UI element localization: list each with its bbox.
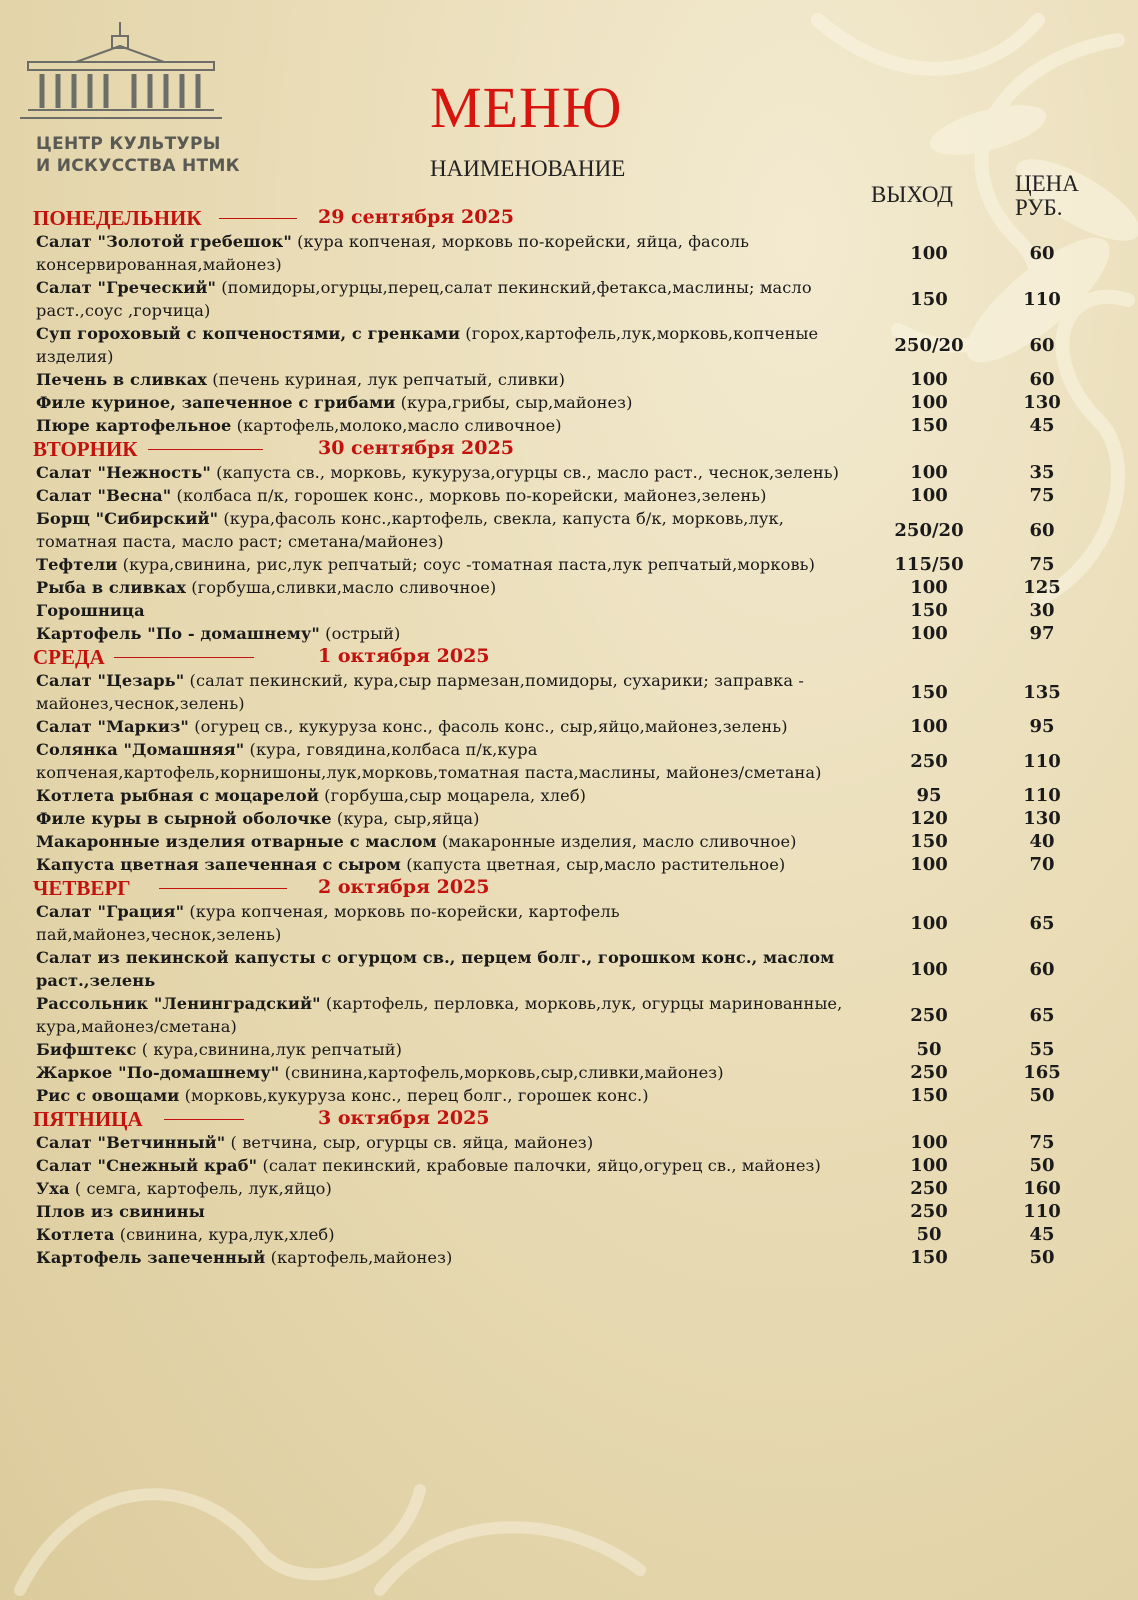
item-description — [36, 276, 866, 322]
item-ingredients: (кура,грибы, сыр,майонез) — [395, 393, 633, 412]
item-price: 97 — [1029, 623, 1055, 644]
column-header-output: ВЫХОД — [871, 182, 953, 207]
item-output: 100 — [910, 958, 948, 980]
item-description — [36, 461, 866, 484]
item-output: 150 — [910, 415, 948, 436]
item-ingredients: (салат пекинский, кура,сыр пармезан,помидоры, сухарики; заправка - майонез,чеснок,зелень) — [36, 671, 804, 713]
item-name: Котлета — [36, 1225, 115, 1244]
item-description — [36, 1131, 866, 1154]
item-ingredients: (горбуша,сливки,масло сливочное) — [185, 578, 497, 597]
item-name: Салат "Нежность" — [36, 463, 211, 482]
item-price: 160 — [1023, 1178, 1061, 1199]
item-price: 30 — [1029, 600, 1055, 621]
item-output: 100 — [910, 623, 948, 644]
item-output: 250 — [910, 1178, 948, 1199]
item-output: 120 — [910, 808, 948, 829]
day-divider — [164, 1119, 244, 1120]
item-name: Салат из пекинской капусты с огурцом св., перцем болг., горошком конс., маслом раст.,зелень — [36, 948, 835, 990]
item-name: Салат "Грация" — [36, 902, 185, 921]
item-name: Суп гороховый с копченостями, с гренками — [36, 324, 461, 343]
item-description — [36, 1154, 866, 1177]
item-description — [36, 738, 866, 784]
item-price: 60 — [1029, 519, 1055, 541]
menu-item — [36, 368, 1126, 391]
day-name: ПОНЕДЕЛЬНИК — [33, 206, 202, 230]
item-output: 150 — [910, 681, 948, 703]
item-name: Картофель "По - домашнему" — [36, 624, 320, 643]
item-price: 75 — [1029, 554, 1055, 575]
item-price: 135 — [1023, 681, 1061, 703]
day-date: 3 октября 2025 — [318, 1107, 490, 1129]
item-ingredients: (салат пекинский, крабовые палочки, яйцо,огурец св., майонез) — [257, 1156, 821, 1175]
menu-item — [36, 1084, 1126, 1107]
menu-item — [36, 1154, 1126, 1177]
item-output: 100 — [910, 462, 948, 483]
item-output: 100 — [910, 1132, 948, 1153]
item-price: 130 — [1023, 808, 1061, 829]
item-price: 50 — [1029, 1085, 1055, 1106]
item-price: 60 — [1029, 958, 1055, 980]
item-price: 75 — [1029, 485, 1055, 506]
day-header — [33, 1107, 1126, 1131]
page-title: МЕНЮ — [430, 75, 623, 140]
item-description — [36, 1223, 866, 1246]
item-description — [36, 784, 866, 807]
item-ingredients: (горох,картофель,лук,морковь,копченые изделия) — [36, 324, 819, 366]
item-description — [36, 414, 866, 437]
item-output: 95 — [916, 785, 942, 806]
item-output: 100 — [910, 716, 948, 737]
item-price: 35 — [1029, 462, 1055, 483]
menu-item — [36, 322, 1126, 368]
item-output: 50 — [916, 1224, 942, 1245]
menu-item — [36, 784, 1126, 807]
item-name: Салат "Золотой гребешок" — [36, 232, 292, 251]
item-price: 60 — [1029, 242, 1055, 264]
item-price: 45 — [1029, 1224, 1055, 1245]
item-description — [36, 1246, 866, 1269]
item-description — [36, 553, 866, 576]
menu-item — [36, 414, 1126, 437]
item-ingredients: (кура копченая, морковь по-корейски, картофель пай,майонез,чеснок,зелень) — [36, 902, 620, 944]
item-name: Бифштекс — [36, 1040, 137, 1059]
floral-ornament-bottom — [0, 1270, 700, 1600]
day-divider — [159, 888, 287, 889]
logo-line-2: И ИСКУССТВА НТМК — [36, 156, 240, 176]
menu-item — [36, 946, 1126, 992]
item-output: 150 — [910, 1085, 948, 1106]
item-price: 125 — [1023, 577, 1061, 598]
item-output: 250 — [910, 1004, 948, 1026]
item-price: 110 — [1023, 785, 1061, 806]
menu-item — [36, 576, 1126, 599]
column-header-price-line2: РУБ. — [1015, 195, 1063, 220]
item-name: Пюре картофельное — [36, 416, 232, 435]
item-output: 100 — [910, 854, 948, 875]
item-output: 250 — [910, 1201, 948, 1222]
item-ingredients: (огурец св., кукуруза конс., фасоль конс., сыр,яйцо,майонез,зелень) — [188, 717, 788, 736]
menu-item — [36, 1038, 1126, 1061]
item-ingredients: (кура, говядина,колбаса п/к,кура копченая,картофель,корнишоны,лук,морковь,томатная паста,маслины, майонез/сметана) — [36, 740, 822, 782]
item-price: 110 — [1023, 1201, 1061, 1222]
day-divider — [148, 449, 263, 450]
menu-item — [36, 1061, 1126, 1084]
item-name: Салат "Греческий" — [36, 278, 217, 297]
item-ingredients: (печень куриная, лук репчатый, сливки) — [207, 370, 566, 389]
item-description — [36, 599, 866, 622]
menu-item — [36, 738, 1126, 784]
menu-item — [36, 276, 1126, 322]
item-output: 100 — [910, 369, 948, 390]
item-description — [36, 322, 866, 368]
item-ingredients: (картофель,молоко,масло сливочное) — [231, 416, 562, 435]
item-price: 65 — [1029, 912, 1055, 934]
item-ingredients: (кура, сыр,яйца) — [331, 809, 480, 828]
menu-item — [36, 391, 1126, 414]
item-name: Горошница — [36, 601, 145, 620]
item-name: Салат "Маркиз" — [36, 717, 189, 736]
day-header — [33, 645, 1126, 669]
menu-item — [36, 669, 1126, 715]
item-name: Салат "Ветчинный" — [36, 1133, 226, 1152]
item-name: Филе куры в сырной оболочке — [36, 809, 332, 828]
item-ingredients: (картофель,майонез) — [265, 1248, 453, 1267]
item-output: 150 — [910, 288, 948, 310]
item-price: 165 — [1023, 1062, 1061, 1083]
item-output: 100 — [910, 242, 948, 264]
menu-item — [36, 1200, 1126, 1223]
item-name: Филе куриное, запеченное с грибами — [36, 393, 396, 412]
menu-item — [36, 484, 1126, 507]
item-name: Картофель запеченный — [36, 1248, 266, 1267]
item-price: 60 — [1029, 334, 1055, 356]
item-description — [36, 1084, 866, 1107]
logo-line-1: ЦЕНТР КУЛЬТУРЫ — [36, 134, 221, 154]
item-description — [36, 230, 866, 276]
item-ingredients: (капуста св., морковь, кукуруза,огурцы св., масло раст., чеснок,зелень) — [210, 463, 840, 482]
building-icon — [16, 18, 226, 123]
item-ingredients: (горбуша,сыр моцарела, хлеб) — [318, 786, 587, 805]
item-name: Салат "Весна" — [36, 486, 172, 505]
item-price: 50 — [1029, 1155, 1055, 1176]
day-name: СРЕДА — [33, 645, 105, 669]
item-output: 100 — [910, 1155, 948, 1176]
item-description — [36, 1038, 866, 1061]
day-divider — [219, 218, 297, 219]
item-description — [36, 715, 866, 738]
menu-item — [36, 1223, 1126, 1246]
item-name: Борщ "Сибирский" — [36, 509, 219, 528]
menu-item — [36, 807, 1126, 830]
item-name: Рис с овощами — [36, 1086, 180, 1105]
item-output: 50 — [916, 1039, 942, 1060]
day-name: ВТОРНИК — [33, 437, 138, 461]
item-ingredients: (колбаса п/к, горошек конс., морковь по-корейски, майонез,зелень) — [171, 486, 767, 505]
menu-list — [33, 206, 1126, 1269]
item-ingredients: (кура,фасоль конс.,картофель, свекла, капуста б/к, морковь,лук, томатная паста, масло раст; сметана/майонез) — [36, 509, 784, 551]
day-header — [33, 876, 1126, 900]
menu-item — [36, 1131, 1126, 1154]
item-name: Капуста цветная запеченная с сыром — [36, 855, 401, 874]
day-date: 1 октября 2025 — [318, 645, 490, 667]
item-ingredients: (макаронные изделия, масло сливочное) — [436, 832, 797, 851]
menu-item — [36, 230, 1126, 276]
item-price: 55 — [1029, 1039, 1055, 1060]
item-output: 150 — [910, 831, 948, 852]
item-output: 115/50 — [894, 554, 964, 575]
menu-item — [36, 853, 1126, 876]
menu-item — [36, 715, 1126, 738]
menu-item — [36, 599, 1126, 622]
item-description — [36, 992, 866, 1038]
item-output: 150 — [910, 600, 948, 621]
menu-item — [36, 1177, 1126, 1200]
day-date: 2 октября 2025 — [318, 876, 490, 898]
item-price: 110 — [1023, 750, 1061, 772]
day-date: 30 сентября 2025 — [318, 437, 514, 459]
item-price: 65 — [1029, 1004, 1055, 1026]
item-name: Котлета рыбная с моцарелой — [36, 786, 319, 805]
item-name: Жаркое "По-домашнему" — [36, 1063, 280, 1082]
item-ingredients: ( ветчина, сыр, огурцы св. яйца, майонез) — [225, 1133, 594, 1152]
item-description — [36, 391, 866, 414]
item-price: 40 — [1029, 831, 1055, 852]
menu-item — [36, 461, 1126, 484]
item-name: Салат "Снежный краб" — [36, 1156, 258, 1175]
item-description — [36, 669, 866, 715]
day-divider — [114, 657, 254, 658]
day-name: ЧЕТВЕРГ — [33, 876, 131, 900]
item-name: Тефтели — [36, 555, 118, 574]
item-description — [36, 576, 866, 599]
item-ingredients: (картофель, перловка, морковь,лук, огурцы маринованные, кура,майонез/сметана) — [36, 994, 843, 1036]
menu-item — [36, 992, 1126, 1038]
item-name: Рассольник "Ленинградский" — [36, 994, 321, 1013]
day-date: 29 сентября 2025 — [318, 206, 514, 228]
item-ingredients: ( кура,свинина,лук репчатый) — [136, 1040, 403, 1059]
item-output: 100 — [910, 912, 948, 934]
item-output: 100 — [910, 485, 948, 506]
item-price: 45 — [1029, 415, 1055, 436]
item-name: Салат "Цезарь" — [36, 671, 185, 690]
item-description — [36, 807, 866, 830]
logo — [16, 18, 246, 177]
item-description — [36, 1200, 866, 1223]
item-description — [36, 484, 866, 507]
item-output: 250 — [910, 1062, 948, 1083]
day-header — [33, 206, 1126, 230]
item-name: Печень в сливках — [36, 370, 208, 389]
item-name: Солянка "Домашняя" — [36, 740, 245, 759]
item-price: 95 — [1029, 716, 1055, 737]
item-description — [36, 853, 866, 876]
item-output: 100 — [910, 577, 948, 598]
item-name: Плов из свинины — [36, 1202, 205, 1221]
item-output: 250/20 — [894, 334, 964, 356]
item-name: Макаронные изделия отварные с маслом — [36, 832, 437, 851]
item-description — [36, 622, 866, 645]
item-price: 110 — [1023, 288, 1061, 310]
item-ingredients: (морковь,кукуруза конс., перец болг., горошек конс.) — [179, 1086, 649, 1105]
menu-item — [36, 1246, 1126, 1269]
day-header — [33, 437, 1126, 461]
item-price: 75 — [1029, 1132, 1055, 1153]
item-description — [36, 900, 866, 946]
menu-item — [36, 553, 1126, 576]
item-description — [36, 830, 866, 853]
item-output: 100 — [910, 392, 948, 413]
item-price: 130 — [1023, 392, 1061, 413]
item-description — [36, 507, 866, 553]
item-name: Рыба в сливках — [36, 578, 186, 597]
menu-item — [36, 830, 1126, 853]
item-ingredients: (капуста цветная, сыр,масло растительное) — [400, 855, 786, 874]
item-output: 250/20 — [894, 519, 964, 541]
item-output: 250 — [910, 750, 948, 772]
item-name: Уха — [36, 1179, 70, 1198]
item-ingredients: (свинина, кура,лук,хлеб) — [114, 1225, 335, 1244]
item-description — [36, 368, 866, 391]
item-ingredients: (острый) — [319, 624, 401, 643]
item-ingredients: (свинина,картофель,морковь,сыр,сливки,майонез) — [279, 1063, 724, 1082]
item-ingredients: (кура,свинина, рис,лук репчатый; соус -томатная паста,лук репчатый,морковь) — [117, 555, 815, 574]
item-output: 150 — [910, 1247, 948, 1268]
item-ingredients: (кура копченая, морковь по-корейски, яйца, фасоль консервированная,майонез) — [36, 232, 750, 274]
menu-item — [36, 622, 1126, 645]
column-header-price-line1: ЦЕНА — [1015, 171, 1079, 196]
menu-item — [36, 507, 1126, 553]
item-price: 60 — [1029, 369, 1055, 390]
item-description — [36, 1061, 866, 1084]
item-ingredients: (помидоры,огурцы,перец,салат пекинский,фетакса,маслины; масло раст.,соус ,горчица) — [36, 278, 812, 320]
menu-item — [36, 900, 1126, 946]
column-header-name: НАИМЕНОВАНИЕ — [430, 156, 626, 181]
day-name: ПЯТНИЦА — [33, 1107, 143, 1131]
item-description — [36, 1177, 866, 1200]
item-price: 50 — [1029, 1247, 1055, 1268]
item-price: 70 — [1029, 854, 1055, 875]
item-description — [36, 946, 866, 992]
item-ingredients: ( семга, картофель, лук,яйцо) — [69, 1179, 332, 1198]
